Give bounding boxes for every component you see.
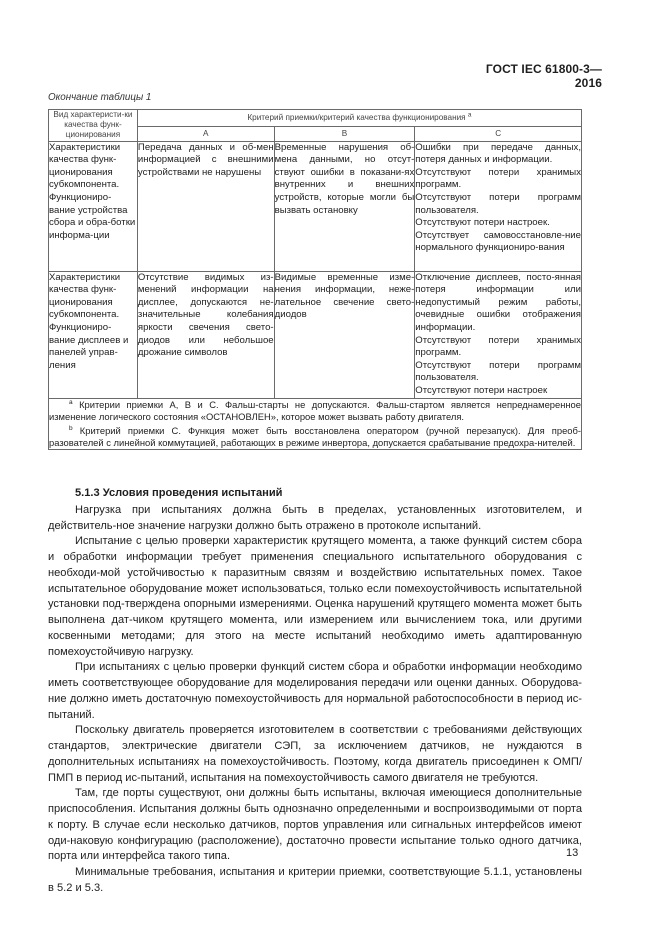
row1-criterion-b: Временные нарушения об-мена данными, но отсут-ствуют ошибки в показани-ях внутренних и внешних устройств, которые могли бы вызвать остановку [274, 141, 415, 271]
row1-c-line: Ошибки при передаче данных, потеря данных и информации. [415, 141, 581, 166]
header-kind-text: Вид характеристи-ки качества функ-ционирования [53, 110, 133, 140]
header-col-a: A [137, 126, 274, 141]
row2-c-line: Отключение дисплеев, посто-янная потеря информации или недопустимый режим работы, очевидные ошибки отображения информации. [415, 271, 581, 333]
row2-criterion-a: Отсутствие видимых из-менений информации на дисплее, допускаются не-значительные колебания яркости свечения свето-диодов или небольшое дрожание символов [137, 271, 274, 398]
row1-c-line: Отсутствует самовосстановле-ние нормального функциониро-вания [415, 229, 581, 254]
table-caption: Окончание таблицы 1 [48, 92, 152, 103]
paragraph: Нагрузка при испытаниях должна быть в пределах, установленных изготовителем, и действитель-ное значение нагрузки должно быть отражено в протоколе испытаний. [48, 503, 582, 532]
criteria-table [48, 109, 582, 450]
table-footnotes [49, 398, 582, 450]
row1-kind: Характеристики качества функ-ционирования субкомпонента. Функциониро-вание устройства сбора и обра-ботки информа-ции [49, 141, 138, 271]
document-code: ГОСТ IEC 61800-3—2016 [485, 62, 602, 90]
paragraph: При испытаниях с целью проверки функций систем сбора и обработки информации необходимо иметь соответствующее оборудование для моделирования передачи или оценки данных. Оборудова-ние должно иметь достаточную помехоустойчивость для нормальной работоспособности в период ис-пытаний. [48, 661, 582, 721]
row2-c-line: Отсутствуют потери хранимых программ. [415, 334, 581, 359]
row1-criterion-a: Передача данных и об-мен информацией с внешними устройствами не нарушены [137, 141, 274, 271]
section-heading: 5.1.3 Условия проведения испытаний [75, 487, 283, 499]
table-row [49, 141, 582, 271]
footnote-b: $^b$ Критерий приемки C. Функция может быть восстановлена оператором (ручной перезапуск). Для преоб-разователей с линейной коммутацией, работающих в режиме инвертора, допускается срабатывание предохра-нителей. [49, 424, 581, 449]
header-criteria-text: Критерий приемки/критерий качества функционирования [247, 112, 466, 122]
row2-criterion-b: Видимые временные изме-нения информации, неже-лательное свечение свето-диодов [274, 271, 415, 398]
paragraph: Испытание с целью проверки характеристик крутящего момента, а также функций систем сбора и обработки информации требует применения специального испытательного оборудования с необходи-мой устойчивостью к паразитным связям и воздействию испытательных помех. Такое испытательное оборудование может использоваться, только если помехоустойчивость испытательной установки под-тверждена опорными измерениями. Оценка нарушений крутящего момента может быть выполнена дат-чиком крутящего момента, или измерением или вычислением тока, или другими косвенными методами; для этого на месте испытаний необходимо иметь адаптированную помехоустойчивую нагрузку. [48, 535, 582, 658]
row1-c-line: Отсутствуют потери программ пользователя. [415, 191, 581, 216]
row1-c-line: Отсутствуют потери настроек. [415, 217, 550, 229]
row1-c-line: Отсутствуют потери хранимых программ. [415, 166, 581, 191]
row2-c-line: Отсутствуют потери программ пользователя. [415, 359, 581, 384]
header-col-c: C [415, 126, 582, 141]
table-row [49, 271, 582, 398]
row2-c-line: Отсутствуют потери настроек [415, 384, 548, 396]
header-criteria [137, 110, 581, 127]
row2-kind: Характеристики качества функ-ционирования субкомпонента. Функциониро-вание дисплеев и панелей управ-ления [49, 271, 138, 398]
paragraph: Там, где порты существуют, они должны быть испытаны, включая имеющиеся дополнительные приспособления. Испытания должны быть однозначно определенными и воспроизводимыми от порта к порту. В случае если несколько датчиков, портов управления или сигнальных интерфейсов имеют оди-наковую конфигурацию (расположение), достаточно провести испытание только одного датчика, порта или интерфейса такого типа. [48, 787, 582, 863]
page-number: 13 [566, 847, 579, 859]
paragraph: Минимальные требования, испытания и критерии приемки, соответствующие 5.1.1, установлены в 5.2 и 5.3. [48, 866, 582, 894]
table-footnotes-row [49, 398, 582, 450]
table-header-row [49, 110, 582, 127]
row1-criterion-c [415, 141, 582, 271]
section-5-1-3 [48, 486, 582, 897]
footnote-a: $^a$ Критерии приемки A, B и C. Фальш-старты не допускаются. Фальш-стартом является непреднамеренное изменение логического состояния «ОСТАНОВЛЕН», которое может вызвать работу двигателя. [49, 398, 581, 422]
header-col-b: B [274, 126, 415, 141]
row2-criterion-c [415, 271, 582, 398]
header-kind [49, 110, 138, 142]
paragraph: Поскольку двигатель проверяется изготовителем в соответствии с требованиями действующих стандартов, электрические двигатели СЭП, за исключением датчиков, не нуждаются в дополнительных испытаниях на помехоустойчивость. Поэтому, когда двигатель присоединен к ОМП/ПМП в период ис-пытаний, испытания на помехоустойчивость самого двигателя не требуются. [48, 724, 582, 784]
footnote-mark-a: a [467, 111, 472, 119]
